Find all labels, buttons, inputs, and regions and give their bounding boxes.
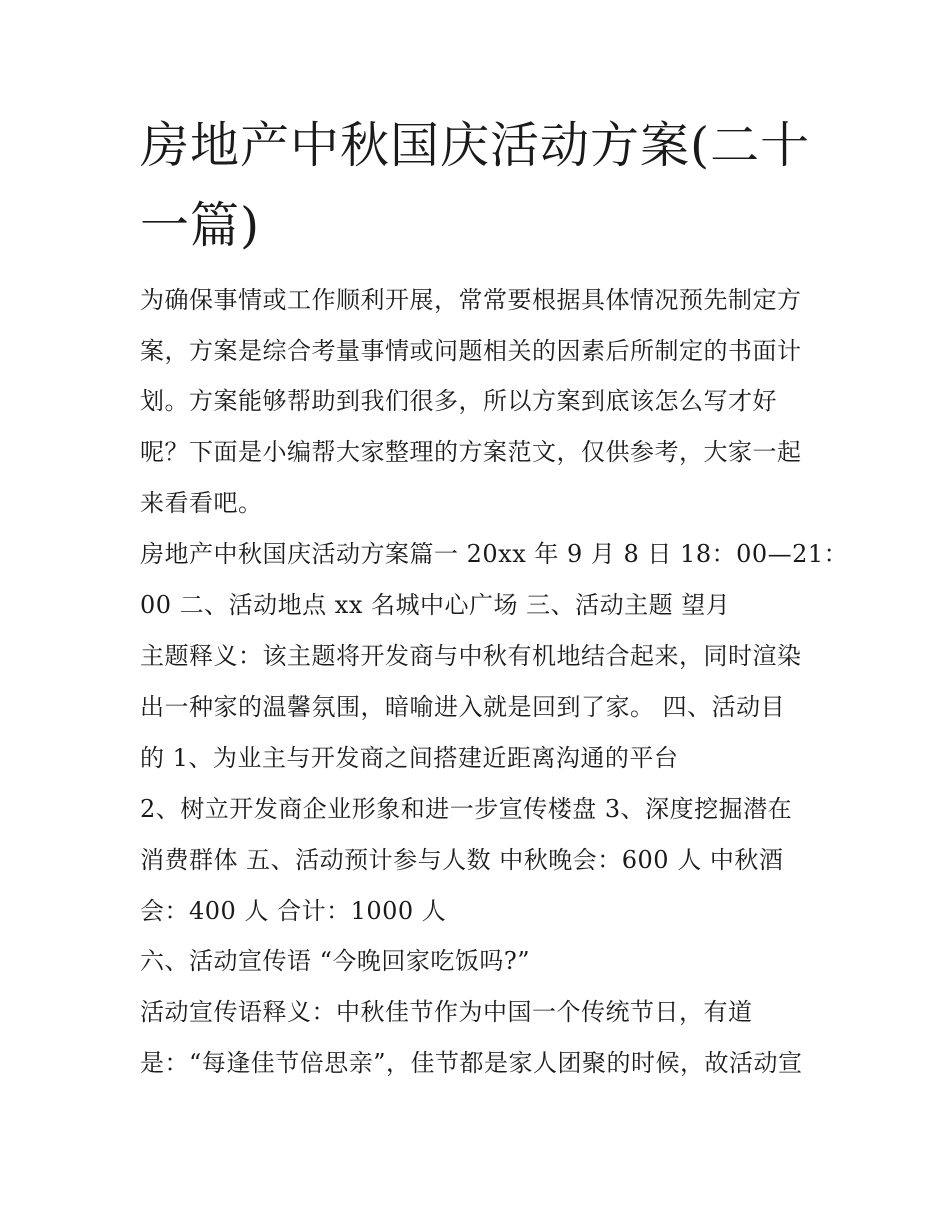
body-line-15: 活动宣传语释义：中秋佳节作为中国一个传统节日，有道: [140, 998, 753, 1026]
body-line-4: 呢？下面是小编帮大家整理的方案范文，仅供参考，大家一起: [140, 438, 802, 466]
body-line-16: 是：“每逢佳节倍思亲”，佳节都是家人团聚的时候，故活动宣: [140, 1049, 803, 1077]
document-title-line-2: 一篇): [140, 197, 261, 254]
body-line-13: 会：400 人 合计：1000 人: [140, 897, 447, 925]
body-line-12: 消费群体 五、活动预计参与人数 中秋晚会：600 人 中秋酒: [140, 846, 784, 874]
body-line-2: 案，方案是综合考量事情或问题相关的因素后所制定的书面计: [140, 337, 802, 365]
body-line-14: 六、活动宣传语 “今晚回家吃饭吗?”: [140, 947, 531, 975]
body-line-3: 划。方案能够帮助到我们很多，所以方案到底该怎么写才好: [140, 387, 777, 415]
body-line-7: 00 二、活动地点 xx 名城中心广场 三、活动主题 望月: [140, 591, 731, 619]
body-line-6: 房地产中秋国庆活动方案篇一 20xx 年 9 月 8 日 18：00—21：: [140, 540, 849, 568]
body-line-1: 为确保事情或工作顺利开展，常常要根据具体情况预先制定方: [140, 286, 802, 314]
body-line-10: 的 1、为业主与开发商之间搭建近距离沟通的平台: [140, 744, 679, 772]
body-line-9: 出一种家的温馨氛围，暗喻进入就是回到了家。 四、活动目: [140, 693, 786, 721]
body-line-5: 来看看吧。: [140, 489, 263, 517]
body-line-11: 2、树立开发商企业形象和进一步宣传楼盘 3、深度挖掘潜在: [140, 795, 793, 823]
body-line-8: 主题释义：该主题将开发商与中秋有机地结合起来，同时渲染: [140, 642, 802, 670]
document-title-line-1: 房地产中秋国庆活动方案(二十: [140, 117, 811, 174]
